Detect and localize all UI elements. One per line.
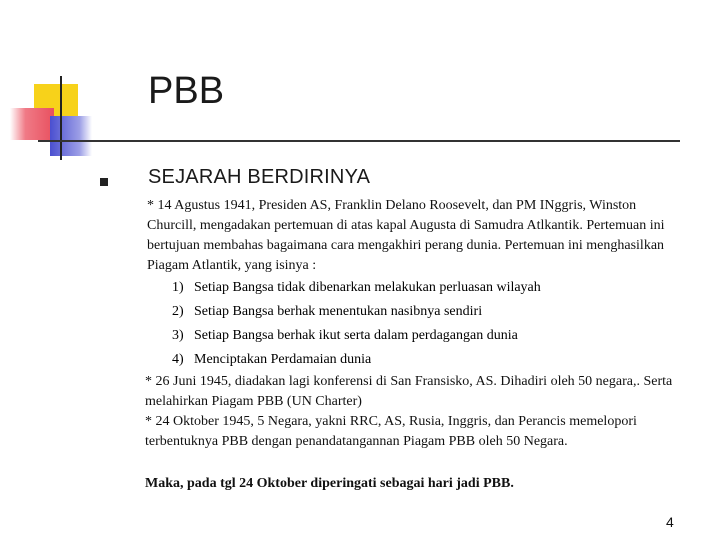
piagam-list <box>172 276 541 372</box>
slide-subtitle: SEJARAH BERDIRINYA <box>148 166 371 188</box>
decor-blue-square <box>50 116 92 156</box>
decor-vertical-line <box>60 76 62 160</box>
paragraph-conclusion: Maka, pada tgl 24 Oktober diperingati sebagai hari jadi PBB. <box>145 476 514 491</box>
bullet-icon <box>100 178 108 186</box>
paragraph-san-fransisko: * 26 Juni 1945, diadakan lagi konferensi di San Fransisko, AS. Dihadiri oleh 50 negara,. Serta melahirkan Piagam PBB (UN Charter) <box>145 374 673 409</box>
list-item: 4) Menciptakan Perdamaian dunia <box>172 352 372 367</box>
decor-red-square <box>10 108 54 140</box>
list-item: 3) Setiap Bangsa berhak ikut serta dalam perdagangan dunia <box>172 328 518 343</box>
list-item: 2) Setiap Bangsa berhak menentukan nasibnya sendiri <box>172 304 483 319</box>
slide-title: PBB <box>148 70 225 112</box>
paragraph-oktober-1945: * 24 Oktober 1945, 5 Negara, yakni RRC, AS, Rusia, Inggris, dan Perancis memelopori terbentuknya PBB dengan penandatangannan Piagam PBB oleh 50 Negara. <box>145 414 637 449</box>
list-item: 1) Setiap Bangsa tidak dibenarkan melakukan perluasan wilayah <box>172 280 541 295</box>
title-underline <box>38 140 680 142</box>
page-number: 4 <box>666 514 674 530</box>
paragraph-piagam-atlantik: * 14 Agustus 1941, Presiden AS, Franklin Delano Roosevelt, dan PM INggris, Winston Churcill, mengadakan pertemuan di atas kapal Augusta di Samudra Atlkantik. Pertemuan ini bertujuan membahas bagaimana cara mengakhiri perang dunia. Pertemuan ini menghasilkan Piagam Atlantik, yang isinya : <box>147 198 665 273</box>
